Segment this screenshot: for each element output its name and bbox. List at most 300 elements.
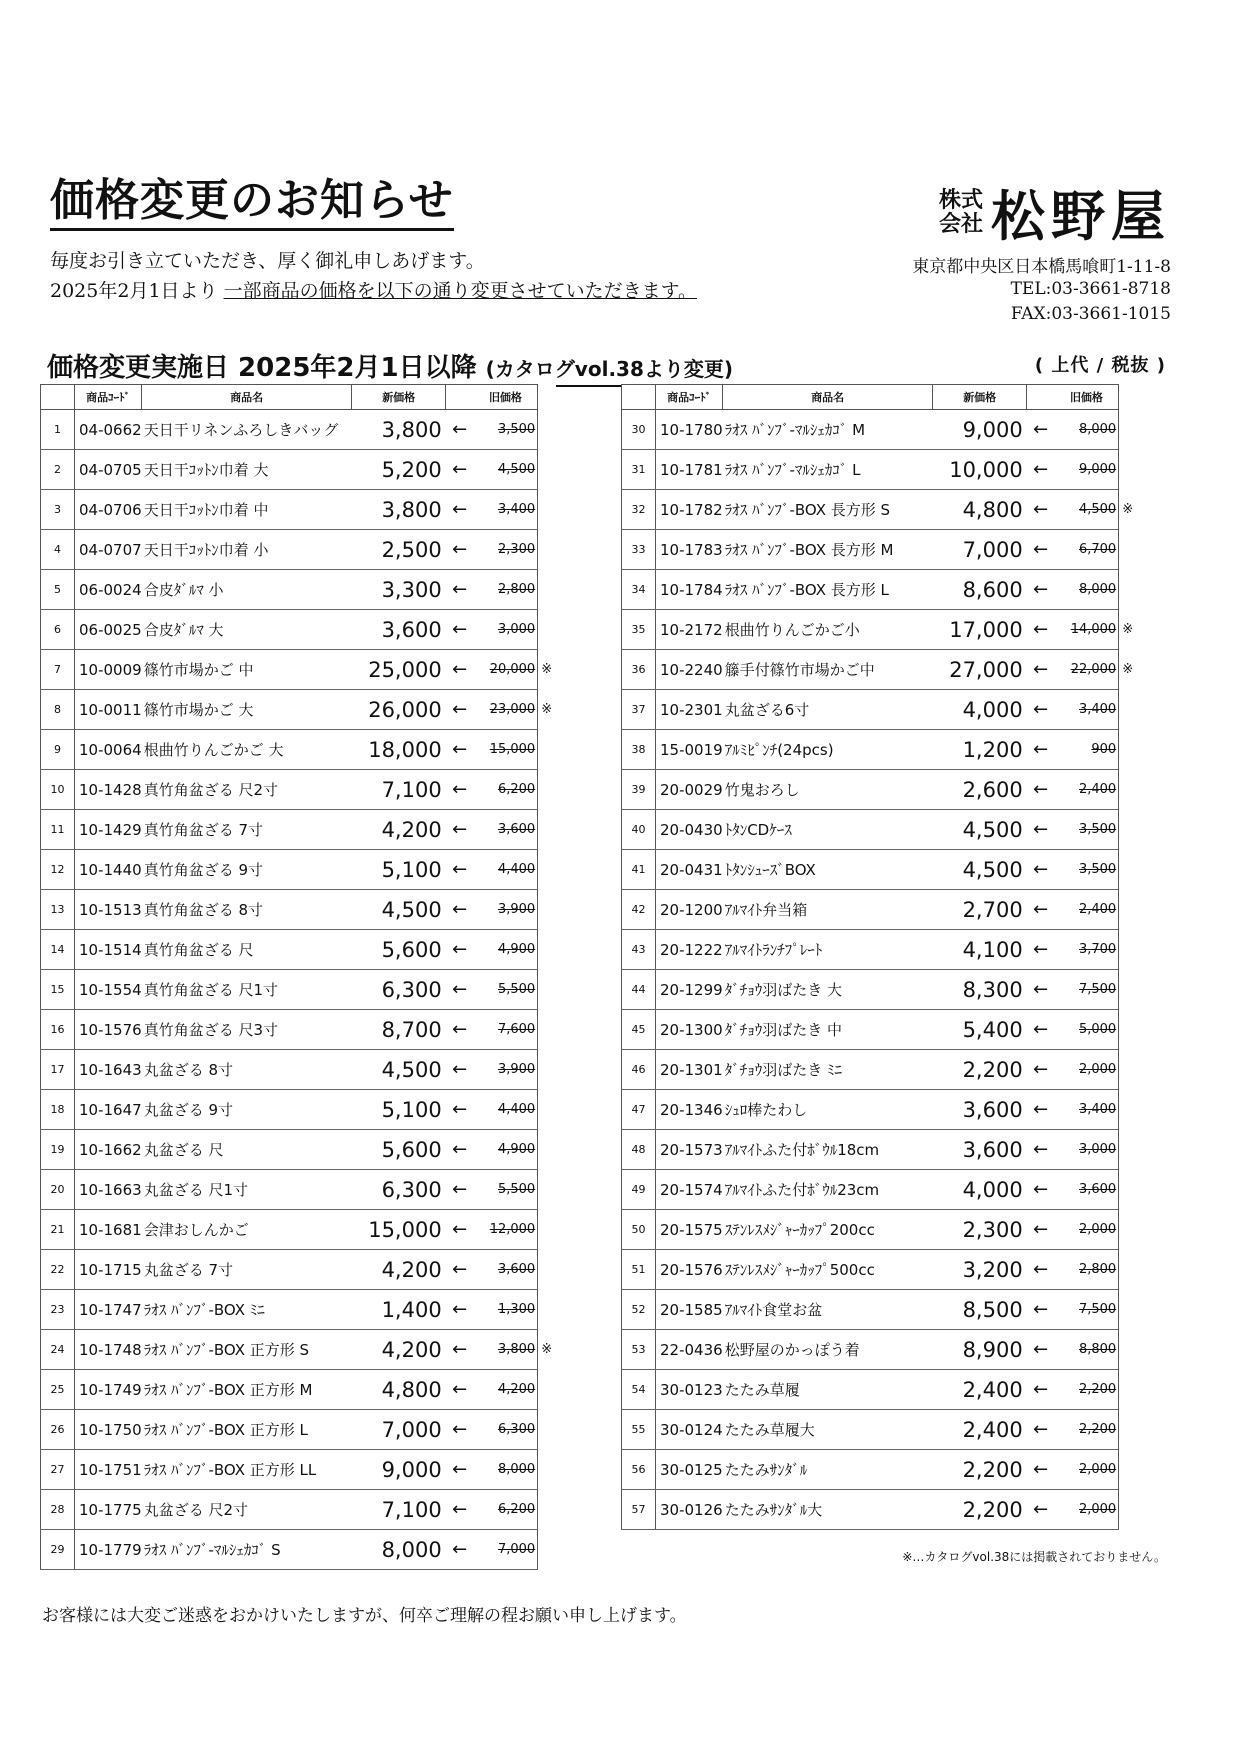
row-number: 32 [622,490,656,530]
catalog-note: (カタログvol.38より変更) [485,357,734,381]
product-code: 04-0662 [75,410,142,450]
arrow: ← [1027,1250,1055,1290]
not-in-catalog-mark [1119,1290,1137,1330]
arrow: ← [1027,1130,1055,1170]
old-price-value: 4,500 [497,462,536,477]
new-price: 2,400 [933,1370,1027,1410]
row-number: 52 [622,1290,656,1330]
old-price [1055,730,1119,770]
arrow: ← [446,930,474,970]
product-name: ﾄﾀﾝCDｹｰｽ [723,810,933,850]
product-code: 30-0126 [656,1490,723,1530]
new-price: 5,600 [352,1130,446,1170]
old-price-value: 900 [1091,742,1117,757]
arrow: ← [1027,1210,1055,1250]
row-number: 30 [622,410,656,450]
old-price [1055,450,1119,490]
new-price: 5,100 [352,850,446,890]
product-name: 合皮ﾀﾞﾙﾏ 大 [142,610,352,650]
table-row [41,930,556,970]
arrow: ← [1027,970,1055,1010]
header-arrow [446,385,474,410]
table-row [41,770,556,810]
product-name: ﾀﾞﾁｮｳ羽ばたき ﾐﾆ [723,1050,933,1090]
arrow: ← [446,530,474,570]
new-price: 2,700 [933,890,1027,930]
row-number: 11 [41,810,75,850]
old-price [474,650,538,690]
arrow: ← [446,610,474,650]
table-row [41,490,556,530]
new-price: 6,300 [352,970,446,1010]
product-name: ﾗｵｽ ﾊﾞﾝﾌﾞ-BOX 長方形 M [723,530,933,570]
arrow: ← [446,1090,474,1130]
new-price: 10,000 [933,450,1027,490]
table-row [622,1490,1137,1530]
new-price: 9,000 [352,1450,446,1490]
not-in-catalog-mark [538,810,556,850]
old-price-value: 3,000 [1078,1142,1117,1157]
old-price [474,1290,538,1330]
row-number: 47 [622,1090,656,1130]
header-old-price: 旧価格 [1055,385,1119,410]
product-name: 丸盆ざる 8寸 [142,1050,352,1090]
arrow: ← [446,410,474,450]
arrow: ← [1027,530,1055,570]
product-code: 10-1750 [75,1410,142,1450]
product-code: 10-1751 [75,1450,142,1490]
row-number: 8 [41,690,75,730]
new-price: 18,000 [352,730,446,770]
not-in-catalog-mark [538,970,556,1010]
not-in-catalog-mark: ※ [541,662,553,677]
product-name: 丸盆ざる 尺 [142,1130,352,1170]
table-row [622,410,1137,450]
table-row [622,730,1137,770]
table-row [622,810,1137,850]
not-in-catalog-mark: ※ [541,702,553,717]
table-row [41,810,556,850]
new-price: 7,000 [352,1410,446,1450]
table-row [622,1290,1137,1330]
old-price-value: 7,500 [1078,1302,1117,1317]
row-number: 24 [41,1330,75,1370]
new-price: 4,200 [352,810,446,850]
not-in-catalog-mark [538,1370,556,1410]
table-row [41,970,556,1010]
product-name: ﾗｵｽ ﾊﾞﾝﾌﾞ-BOX 正方形 LL [142,1450,352,1490]
company-name: 松野屋 [991,184,1171,248]
product-name: ｱﾙﾐﾋﾟﾝﾁ(24pcs) [723,730,933,770]
new-price: 3,800 [352,490,446,530]
product-name: 丸盆ざる 7寸 [142,1250,352,1290]
old-price-value: 4,400 [497,1102,536,1117]
product-code: 04-0705 [75,450,142,490]
old-price [474,1090,538,1130]
product-code: 04-0707 [75,530,142,570]
row-number: 57 [622,1490,656,1530]
product-name: 篠竹市場かご 中 [142,650,352,690]
product-name: 根曲竹りんごかご 大 [142,730,352,770]
arrow: ← [446,490,474,530]
row-number: 34 [622,570,656,610]
row-number: 26 [41,1410,75,1450]
product-code: 20-0029 [656,770,723,810]
old-price [474,1530,538,1570]
product-name: 篠竹市場かご 大 [142,690,352,730]
row-number: 49 [622,1170,656,1210]
product-code: 20-1222 [656,930,723,970]
row-number: 15 [41,970,75,1010]
row-number: 36 [622,650,656,690]
product-code: 10-1781 [656,450,723,490]
arrow: ← [1027,570,1055,610]
arrow: ← [1027,730,1055,770]
price-table-right [621,384,1137,1530]
table-row [622,690,1137,730]
not-in-catalog-mark [1119,1250,1137,1290]
product-code: 10-2240 [656,650,723,690]
not-in-catalog-mark [538,730,556,770]
new-price: 17,000 [933,610,1027,650]
not-in-catalog-mark [538,770,556,810]
arrow: ← [1027,770,1055,810]
row-number: 27 [41,1450,75,1490]
not-in-catalog-mark [1119,1130,1137,1170]
product-name: ﾗｵｽ ﾊﾞﾝﾌﾞ-BOX 正方形 L [142,1410,352,1450]
old-price [1055,1370,1119,1410]
product-name: 丸盆ざる6寸 [723,690,933,730]
old-price [474,1010,538,1050]
table-row [622,1090,1137,1130]
new-price: 5,600 [352,930,446,970]
row-number: 43 [622,930,656,970]
new-price: 6,300 [352,1170,446,1210]
not-in-catalog-mark [1119,1330,1137,1370]
not-in-catalog-mark [1119,770,1137,810]
old-price-value: 8,000 [497,1462,536,1477]
row-number: 16 [41,1010,75,1050]
arrow: ← [1027,690,1055,730]
product-code: 30-0123 [656,1370,723,1410]
product-code: 10-1783 [656,530,723,570]
company-type-label: 株式 会社 [938,187,983,237]
arrow: ← [446,1490,474,1530]
row-number: 29 [41,1530,75,1570]
product-name: ｼｭﾛ棒たわし [723,1090,933,1130]
not-in-catalog-mark [1119,690,1137,730]
not-in-catalog-mark: ※ [541,1342,553,1357]
product-code: 10-1514 [75,930,142,970]
new-price: 3,800 [352,410,446,450]
old-price [474,890,538,930]
new-price: 4,800 [933,490,1027,530]
table-row [41,1010,556,1050]
old-price [1055,1130,1119,1170]
product-name: ｱﾙﾏｲﾄふた付ﾎﾞｳﾙ18cm [723,1130,933,1170]
old-price-value: 8,800 [1078,1342,1117,1357]
product-code: 10-1554 [75,970,142,1010]
arrow: ← [446,690,474,730]
table-row [41,1090,556,1130]
new-price: 4,800 [352,1370,446,1410]
table-row [41,1530,556,1570]
product-name: 根曲竹りんごかご小 [723,610,933,650]
arrow: ← [1027,930,1055,970]
arrow: ← [1027,890,1055,930]
not-in-catalog-mark [1119,410,1137,450]
product-name: 丸盆ざる 尺1寸 [142,1170,352,1210]
row-number: 22 [41,1250,75,1290]
new-price: 2,500 [352,530,446,570]
product-name: ﾀﾞﾁｮｳ羽ばたき 大 [723,970,933,1010]
new-price: 4,500 [933,850,1027,890]
table-row [622,1250,1137,1290]
not-in-catalog-mark [538,1290,556,1330]
table-row [622,890,1137,930]
new-price: 8,000 [352,1530,446,1570]
new-price: 5,100 [352,1090,446,1130]
row-number: 12 [41,850,75,890]
old-price [1055,650,1119,690]
product-code: 20-0431 [656,850,723,890]
old-price-value: 3,600 [497,822,536,837]
old-price [474,970,538,1010]
product-name: ﾗｵｽ ﾊﾞﾝﾌﾞ-BOX 長方形 S [723,490,933,530]
row-number: 25 [41,1370,75,1410]
product-name: ﾗｵｽ ﾊﾞﾝﾌﾞ-BOX 正方形 M [142,1370,352,1410]
greeting-underlined: 一部商品の価格を以下の通り変更させていただきます。 [223,280,698,302]
old-price [1055,410,1119,450]
new-price: 5,400 [933,1010,1027,1050]
price-table-left [40,384,556,1570]
product-code: 30-0124 [656,1410,723,1450]
row-number: 48 [622,1130,656,1170]
old-price [474,770,538,810]
table-row [41,530,556,570]
not-in-catalog-mark [538,1170,556,1210]
old-price-value: 3,400 [1078,1102,1117,1117]
product-code: 10-1681 [75,1210,142,1250]
header-name: 商品名 [142,385,352,410]
old-price [474,930,538,970]
old-price-value: 5,500 [497,1182,536,1197]
product-name: ｽﾃﾝﾚｽﾒｼﾞｬｰｶｯﾌﾟ200cc [723,1210,933,1250]
table-row [41,570,556,610]
product-code: 10-0064 [75,730,142,770]
old-price-value: 6,300 [497,1422,536,1437]
old-price [474,1130,538,1170]
old-price-value: 4,900 [497,942,536,957]
product-code: 20-1576 [656,1250,723,1290]
not-in-catalog-mark [1119,1170,1137,1210]
old-price [474,690,538,730]
not-in-catalog-mark [538,1210,556,1250]
arrow: ← [1027,610,1055,650]
header-old-price: 旧価格 [474,385,538,410]
product-code: 10-1647 [75,1090,142,1130]
product-code: 10-1440 [75,850,142,890]
product-name: 天日干リネンふろしきバッグ [142,410,352,450]
old-price [1055,970,1119,1010]
product-code: 10-1782 [656,490,723,530]
product-code: 06-0024 [75,570,142,610]
not-in-catalog-mark: ※ [1122,622,1134,637]
old-price-value: 6,200 [497,782,536,797]
not-in-catalog-mark [538,490,556,530]
old-price-value: 2,300 [497,542,536,557]
product-name: ﾀﾞﾁｮｳ羽ばたき 中 [723,1010,933,1050]
page-title: 価格変更のお知らせ [50,176,454,231]
table-row [622,850,1137,890]
product-name: ﾗｵｽ ﾊﾞﾝﾌﾞ-BOX 正方形 S [142,1330,352,1370]
not-in-catalog-mark [538,1050,556,1090]
header-mark [1119,385,1137,410]
arrow: ← [1027,1410,1055,1450]
old-price-value: 2,400 [1078,782,1117,797]
old-price-value: 4,500 [1078,502,1117,517]
row-number: 3 [41,490,75,530]
old-price [474,570,538,610]
product-name: 真竹角盆ざる 尺 [142,930,352,970]
new-price: 3,600 [352,610,446,650]
not-in-catalog-mark [1119,1050,1137,1090]
arrow: ← [1027,490,1055,530]
row-number: 55 [622,1410,656,1450]
new-price: 8,300 [933,970,1027,1010]
new-price: 4,500 [933,810,1027,850]
product-name: たたみ草履 [723,1370,933,1410]
old-price-value: 3,900 [497,902,536,917]
old-price-value: 3,500 [497,422,536,437]
table-row [622,450,1137,490]
table-row [41,1130,556,1170]
product-name: 籐手付篠竹市場かご中 [723,650,933,690]
row-number: 6 [41,610,75,650]
old-price [474,1250,538,1290]
new-price: 3,600 [933,1130,1027,1170]
table-row [41,730,556,770]
old-price [1055,1010,1119,1050]
arrow: ← [446,450,474,490]
new-price: 26,000 [352,690,446,730]
product-code: 20-1573 [656,1130,723,1170]
row-number: 14 [41,930,75,970]
table-row [41,1410,556,1450]
company-tel: TEL:03-3661-8718 [1010,279,1171,299]
table-row [622,1170,1137,1210]
arrow: ← [446,730,474,770]
old-price-value: 9,000 [1078,462,1117,477]
arrow: ← [446,810,474,850]
old-price-value: 7,000 [497,1542,536,1557]
product-code: 30-0125 [656,1450,723,1490]
old-price [1055,1490,1119,1530]
old-price-value: 2,000 [1078,1062,1117,1077]
old-price-value: 5,000 [1078,1022,1117,1037]
old-price-value: 22,000 [1070,662,1117,677]
row-number: 7 [41,650,75,690]
arrow: ← [446,1010,474,1050]
row-number: 54 [622,1370,656,1410]
arrow: ← [446,1330,474,1370]
row-number: 17 [41,1050,75,1090]
arrow: ← [446,770,474,810]
product-name: ﾗｵｽ ﾊﾞﾝﾌﾞ-ﾏﾙｼｪｶｺﾞ L [723,450,933,490]
header-new-price: 新価格 [352,385,446,410]
arrow: ← [446,1530,474,1570]
new-price: 3,300 [352,570,446,610]
new-price: 15,000 [352,1210,446,1250]
table-row [41,1250,556,1290]
row-number: 38 [622,730,656,770]
product-code: 10-0009 [75,650,142,690]
table-row [41,610,556,650]
arrow: ← [1027,650,1055,690]
row-number: 10 [41,770,75,810]
old-price-value: 7,500 [1078,982,1117,997]
arrow: ← [1027,1010,1055,1050]
not-in-catalog-mark [538,890,556,930]
old-price-value: 2,800 [497,582,536,597]
not-in-catalog-mark [538,1530,556,1570]
product-code: 10-1748 [75,1330,142,1370]
not-in-catalog-mark [538,530,556,570]
old-price [1055,490,1119,530]
old-price [1055,770,1119,810]
new-price: 7,100 [352,770,446,810]
arrow: ← [446,650,474,690]
not-in-catalog-mark [1119,1450,1137,1490]
old-price-value: 1,300 [497,1302,536,1317]
new-price: 2,300 [933,1210,1027,1250]
product-code: 10-1784 [656,570,723,610]
table-row [41,690,556,730]
arrow: ← [446,1050,474,1090]
not-in-catalog-mark [1119,850,1137,890]
not-in-catalog-mark [538,1010,556,1050]
product-name: 竹鬼おろし [723,770,933,810]
not-in-catalog-mark [538,450,556,490]
table-row [41,450,556,490]
product-name: 丸盆ざる 9寸 [142,1090,352,1130]
arrow: ← [1027,1330,1055,1370]
not-in-catalog-mark: ※ [1122,502,1134,517]
old-price [474,1330,538,1370]
product-code: 20-1346 [656,1090,723,1130]
old-price [474,850,538,890]
product-code: 10-2301 [656,690,723,730]
new-price: 7,100 [352,1490,446,1530]
not-in-catalog-mark [538,1130,556,1170]
product-code: 10-1513 [75,890,142,930]
not-in-catalog-mark [538,1090,556,1130]
row-number: 40 [622,810,656,850]
old-price [1055,1170,1119,1210]
not-in-catalog-mark [538,1410,556,1450]
table-row [622,1450,1137,1490]
arrow: ← [446,1170,474,1210]
product-name: たたみｻﾝﾀﾞﾙ [723,1450,933,1490]
arrow: ← [1027,1490,1055,1530]
table-row [41,1050,556,1090]
product-name: 真竹角盆ざる 尺2寸 [142,770,352,810]
table-row [622,1330,1137,1370]
old-price [1055,930,1119,970]
product-name: 天日干ｺｯﾄﾝ巾着 中 [142,490,352,530]
arrow: ← [446,1290,474,1330]
old-price-value: 3,900 [497,1062,536,1077]
